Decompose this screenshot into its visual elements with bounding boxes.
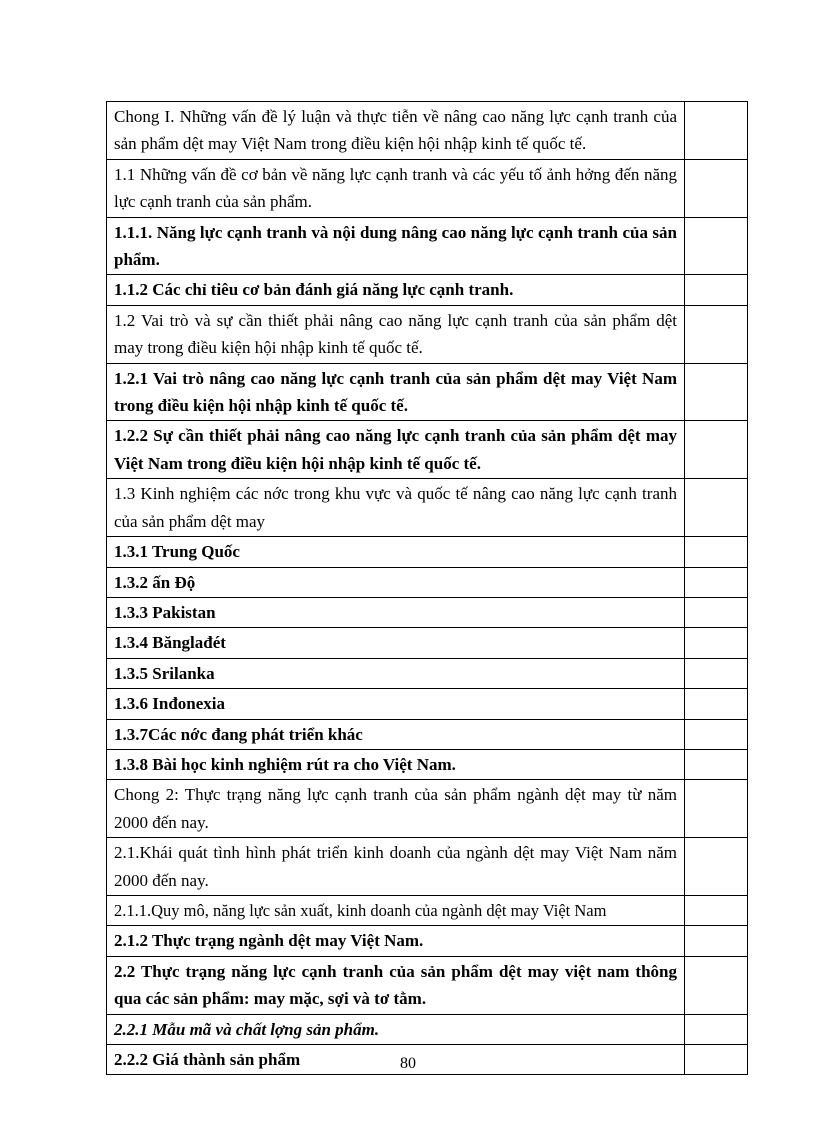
toc-row (107, 658, 748, 688)
toc-entry-text: Chong I. Những vấn đề lý luận và thực tiễn về nâng cao năng lực cạnh tranh của sản phẩm dệt may Việt Nam trong điều kiện hội nhập kinh tế quốc tế. (107, 102, 685, 160)
toc-entry-text: 1.3.6 Inđonexia (107, 689, 685, 719)
toc-entry-page (685, 956, 748, 1014)
toc-row (107, 895, 748, 925)
toc-entry-page (685, 305, 748, 363)
toc-entry-page (685, 838, 748, 896)
toc-entry-text: 1.3.4 Bănglađét (107, 628, 685, 658)
toc-entry-page (685, 689, 748, 719)
toc-entry-text: 1.2 Vai trò và sự cần thiết phải nâng cao năng lực cạnh tranh của sản phẩm dệt may trong điều kiện hội nhập kinh tế quốc tế. (107, 305, 685, 363)
toc-row (107, 363, 748, 421)
toc-row (107, 479, 748, 537)
toc-entry-page (685, 597, 748, 627)
toc-entry-text: 1.2.2 Sự cần thiết phải nâng cao năng lực cạnh tranh của sản phẩm dệt may Việt Nam trong điều kiện hội nhập kinh tế quốc tế. (107, 421, 685, 479)
toc-entry-text: 1.1.1. Năng lực cạnh tranh và nội dung nâng cao năng lực cạnh tranh của sản phẩm. (107, 217, 685, 275)
toc-entry-page (685, 479, 748, 537)
toc-row (107, 780, 748, 838)
toc-entry-text: 1.2.1 Vai trò nâng cao năng lực cạnh tranh của sản phẩm dệt may Việt Nam trong điều kiện hội nhập kinh tế quốc tế. (107, 363, 685, 421)
toc-entry-page (685, 363, 748, 421)
toc-entry-text: 1.3 Kinh nghiệm các nớc trong khu vực và quốc tế nâng cao năng lực cạnh tranh của sản phẩm dệt may (107, 479, 685, 537)
toc-entry-page (685, 567, 748, 597)
toc-entry-page (685, 275, 748, 305)
toc-entry-page (685, 159, 748, 217)
toc-entry-page (685, 537, 748, 567)
toc-entry-text: 1.3.2 ấn Độ (107, 567, 685, 597)
toc-entry-text: 1.3.5 Srilanka (107, 658, 685, 688)
toc-entry-text: 2.1.1.Quy mô, năng lực sản xuất, kinh doanh của ngành dệt may Việt Nam (107, 895, 685, 925)
toc-row (107, 956, 748, 1014)
toc-entry-page (685, 895, 748, 925)
toc-entry-page (685, 719, 748, 749)
toc-row (107, 217, 748, 275)
toc-entry-text: 2.2.2 Giá thành sản phẩm (107, 1045, 685, 1075)
toc-row (107, 421, 748, 479)
toc-row (107, 628, 748, 658)
toc-row (107, 689, 748, 719)
toc-row (107, 1014, 748, 1044)
toc-entry-text: 1.3.7Các nớc đang phát triển khác (107, 719, 685, 749)
toc-entry-page (685, 628, 748, 658)
toc-row (107, 838, 748, 896)
toc-row (107, 749, 748, 779)
toc-entry-text: 1.3.1 Trung Quốc (107, 537, 685, 567)
toc-entry-text: Chong 2: Thực trạng năng lực cạnh tranh của sản phẩm ngành dệt may từ năm 2000 đến nay. (107, 780, 685, 838)
toc-entry-text: 2.2.1 Mẫu mã và chất lợng sản phẩm. (107, 1014, 685, 1044)
toc-entry-text: 2.1.Khái quát tình hình phát triển kinh doanh của ngành dệt may Việt Nam năm 2000 đến nay. (107, 838, 685, 896)
toc-entry-page (685, 780, 748, 838)
toc-entry-text: 2.2 Thực trạng năng lực cạnh tranh của sản phẩm dệt may việt nam thông qua các sản phẩm: may mặc, sợi và tơ tằm. (107, 956, 685, 1014)
toc-row (107, 537, 748, 567)
toc-entry-page (685, 421, 748, 479)
toc-entry-page (685, 217, 748, 275)
toc-row (107, 102, 748, 160)
toc-entry-page (685, 102, 748, 160)
toc-entry-text: 1.1.2 Các chỉ tiêu cơ bản đánh giá năng lực cạnh tranh. (107, 275, 685, 305)
toc-row (107, 567, 748, 597)
toc-entry-page (685, 1014, 748, 1044)
toc-row (107, 719, 748, 749)
toc-row (107, 275, 748, 305)
toc-entry-text: 1.3.3 Pakistan (107, 597, 685, 627)
page-number: 80 (400, 1055, 416, 1072)
toc-entry-text: 1.1 Những vấn đề cơ bản về năng lực cạnh tranh và các yếu tố ảnh hởng đến năng lực cạnh tranh của sản phẩm. (107, 159, 685, 217)
toc-entry-text: 1.3.8 Bài học kinh nghiệm rút ra cho Việt Nam. (107, 749, 685, 779)
toc-entry-page (685, 749, 748, 779)
toc-entry-page (685, 926, 748, 956)
toc-row (107, 159, 748, 217)
toc-entry-text: 2.1.2 Thực trạng ngành dệt may Việt Nam. (107, 926, 685, 956)
toc-row (107, 305, 748, 363)
table-of-contents (106, 101, 748, 1075)
toc-row (107, 926, 748, 956)
toc-row (107, 597, 748, 627)
toc-entry-page (685, 658, 748, 688)
toc-body (107, 102, 748, 1075)
